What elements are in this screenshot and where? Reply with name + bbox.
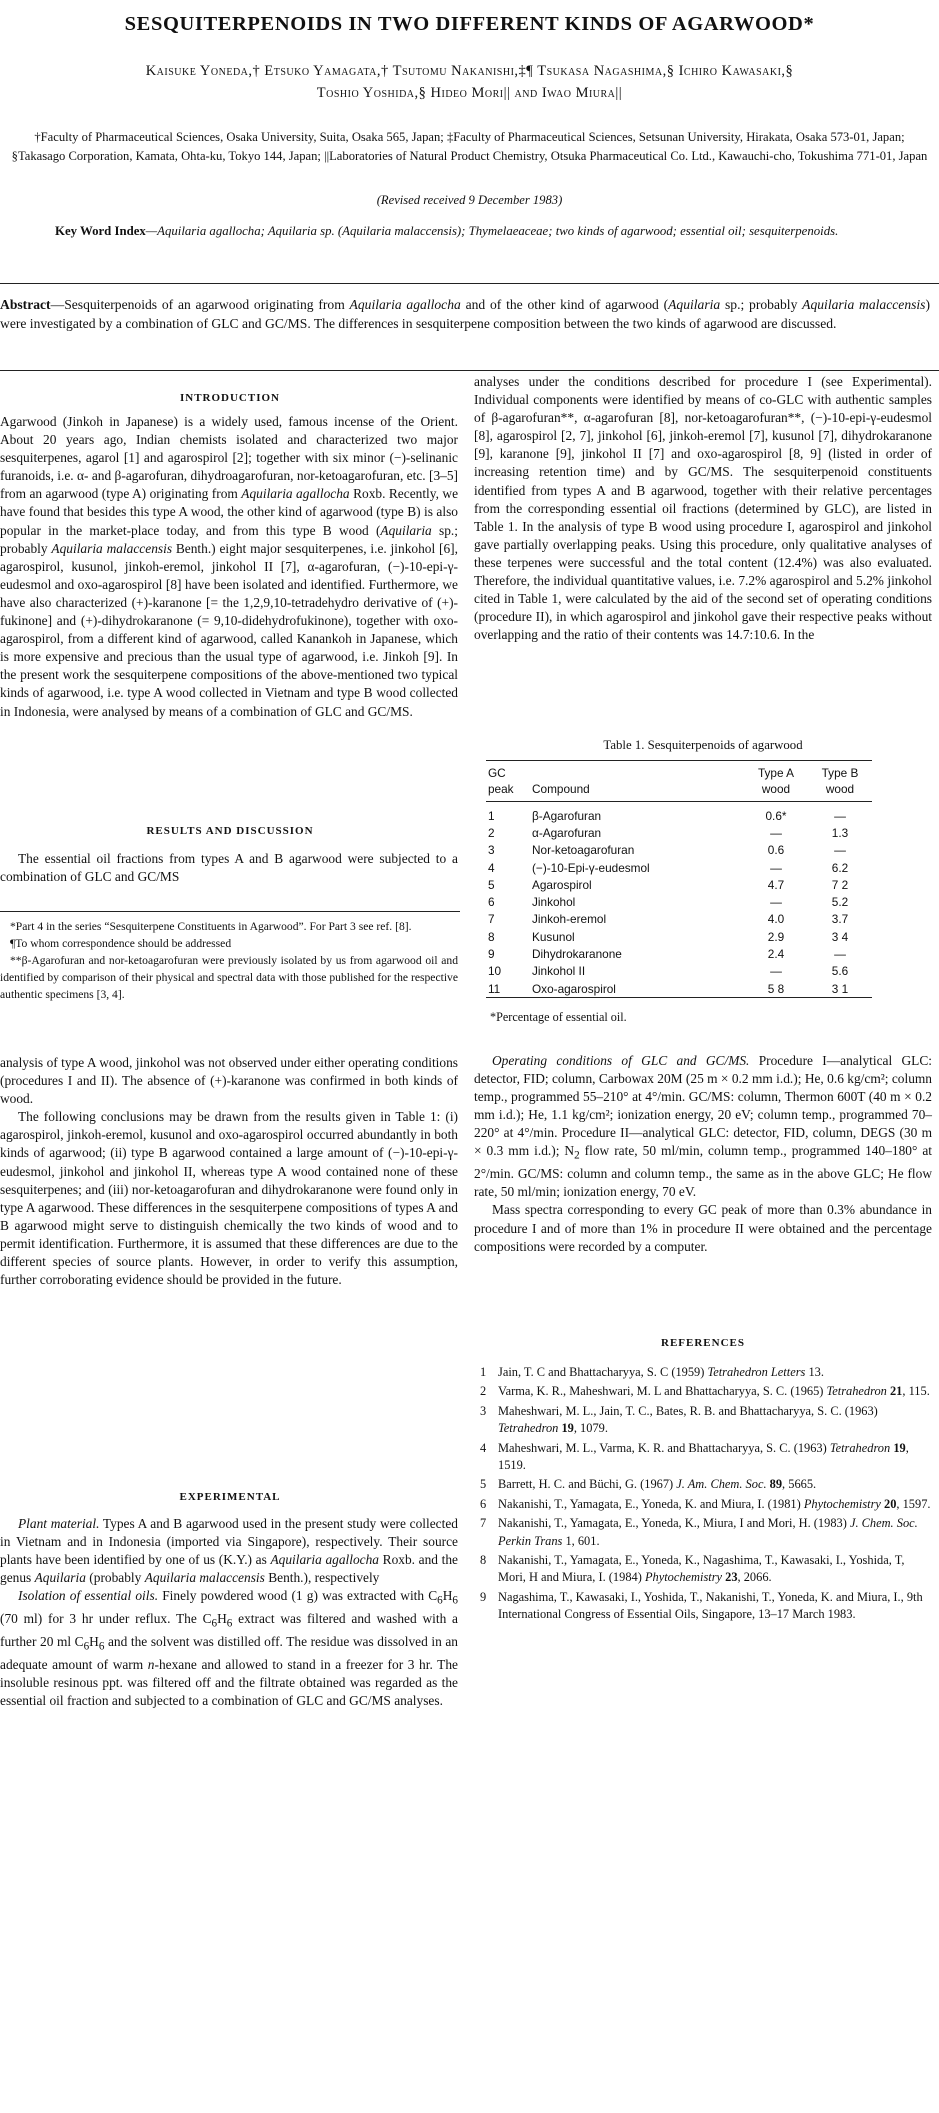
reference-number: 4: [480, 1440, 487, 1455]
table-cell-type-a: —: [770, 964, 782, 979]
reference-number: 8: [480, 1553, 487, 1568]
table-cell-gc-peak: 3: [488, 843, 495, 858]
table-cell-type-a: 0.6*: [765, 808, 787, 823]
reference-number: 3: [480, 1403, 487, 1418]
table-cell-compound: β-Agarofuran: [532, 808, 602, 823]
author-list: [0, 60, 939, 104]
table-row: [486, 859, 872, 876]
table-cell-type-b: 3.7: [831, 912, 849, 927]
results-continued-paragraph: analyses under the conditions described for procedure I (see Experimental). Individual components were identified by means of co-GLC with authentic samples of β-agarofuran**, α-agarofuran [8], nor-ketoagarofuran**, (−)-10-epi-γ-eudesmol [8], agarospirol [2, 7], jinkohol [6], jinkoh-eremol [7], kusunol [7], dihydrokaranone [9], karanone [9], jinkohol II [7] and oxo-agarospirol [8, 9] (listed in order of increasing retention time) and by GC/MS. The sesquiterpenoid constituents identified from types A and B agarwood, together with their relative percentages from the corresponding essential oil fractions (determined by GLC), are listed in Table 1. In the analysis of type B wood using procedure I, agarospirol and jinkohol gave partially overlapping peaks. Using this procedure, only qualitative analyses of these terpenes were successful and the total content (12.4%) was also evaluated. Therefore, the individual quantitative values, i.e. 7.2% agarospirol and 5.2% jinkohol cited in Table 1, were calculated by the aid of the second set of operating conditions (procedure II), in which agarospirol and jinkohol gave their respective peaks without overlapping and the ratio of their contents was 14.7:10.6. In the: [474, 374, 932, 643]
reference-text: Nakanishi, T., Yamagata, E., Yoneda, K. and Miura, I. (1981) Phytochemistry 20, 1597.: [498, 1496, 931, 1511]
sesquiterpenoid-table: [486, 760, 872, 998]
reference-number: 5: [480, 1477, 487, 1492]
table-cell-type-b: 6.2: [831, 860, 849, 875]
reference-text: Varma, K. R., Maheshwari, M. L and Bhattacharyya, S. C. (1965) Tetrahedron 21, 115.: [498, 1384, 930, 1399]
mass-spectra-paragraph: Mass spectra corresponding to every GC peak of more than 0.3% abundance in procedure I and of more than 1% in procedure II were obtained and the percentage compositions were recorded by a computer.: [474, 1202, 932, 1254]
reference-item: [480, 1364, 932, 1381]
affiliations: †Faculty of Pharmaceutical Sciences, Osaka University, Suita, Osaka 565, Japan; ‡Faculty of Pharmaceutical Sciences, Setsunan University, Hirakata, Osaka 573-01, Japan; §Takasago Corporation, Kamata, Ohta-ku, Tokyo 144, Japan; ||Laboratories of Natural Product Chemistry, Otsuka Pharmaceutical Co. Ltd., Kawauchi-cho, Tokushima 771-01, Japan: [11, 130, 928, 163]
section-heading-results: RESULTS AND DISCUSSION: [146, 825, 314, 837]
table-cell-gc-peak: 7: [488, 912, 495, 927]
reference-item: [480, 1383, 932, 1400]
table-cell-type-a: 2.4: [767, 947, 785, 962]
experimental-paragraph-isolation: Isolation of essential oils. Finely powdered wood (1 g) was extracted with $C_6H_6$ (70 ml) for 3 hr under reflux. The $C_6H_6$ extract was filtered and washed with a further 20 ml $C_6H_6$ and the solvent was distilled off. The residue was dissolved in an adequate amount of warm n-hexane and allowed to stand in a freezer for 3 hr. The insoluble resinous ppt. was filtered off and the filtrate obtained was regarded as the essential oil fraction and subjected to a combination of GLC and GC/MS analyses.: [0, 1588, 458, 1708]
table-cell-type-b: 5.6: [831, 964, 849, 979]
abstract-top-rule: [0, 283, 939, 284]
table-cell-type-a: —: [770, 860, 782, 875]
section-heading-experimental: EXPERIMENTAL: [179, 1491, 281, 1503]
table-row: [486, 893, 872, 910]
table-row: [486, 876, 872, 893]
results-paragraph: The essential oil fractions from types A and B agarwood were subjected to a combination of GLC and GC/MS: [0, 851, 458, 885]
table-cell-compound: Jinkohol II: [532, 964, 586, 979]
introduction-paragraph: Agarwood (Jinkoh in Japanese) is a widely used, famous incense of the Orient. About 20 years ago, Indian chemists isolated and characterized two major sesquiterpenes, agarol [1] and agarospirol [2]; together with six minor (−)-selinanic furanoids, i.e. α- and β-agarofuran, dihydroagarofuran, nor-ketoagarofuran, etc. [3–5] from an agarwood (type A) originating from Aquilaria agallocha Roxb. Recently, we have found that besides this type A wood, the other kind of agarwood (type B) is also popular in the market-place today, and from this type B wood (Aquilaria sp.; probably Aquilaria malaccensis Benth.) eight major sesquiterpenes, i.e. jinkohol [6], agarospirol, kusunol, jinkoh-eremol, jinkohol II [7], α-agarofuran, (−)-10-epi-γ-eudesmol and oxo-agarospirol [8] have been isolated and identified. Furthermore, we have also characterized (+)-karanone [= the 1,2,9,10-tetradehydro derivative of (+)-fukinone] and (+)-dihydrokaranone (= 9,10-didehydrofukinone), together with oxo-agarospirol, from a different kind of agarwood, called Kanankoh in Japanese, which is more expensive and precious than the usual type of agarwood, i.e. Jinkoh [9]. In the present work the sesquiterpene compositions of the above-mentioned two typical kinds of agarwood, i.e. type A wood collected in Vietnam and type B wood collected in Indonesia, were analysed by means of a combination of GLC and GC/MS.: [0, 414, 459, 719]
table-cell-gc-peak: 10: [488, 964, 502, 979]
table-cell-compound: α-Agarofuran: [532, 825, 602, 840]
footnote-1: *Part 4 in the series “Sesquiterpene Constituents in Agarwood”. For Part 3 see ref. [8].: [10, 920, 412, 933]
reference-text: Barrett, H. C. and Büchi, G. (1967) J. Am. Chem. Soc. 89, 5665.: [498, 1477, 817, 1492]
table-cell-type-a: 0.6: [767, 843, 785, 858]
introduction-text: [0, 413, 458, 721]
table-cell-type-b: —: [834, 808, 846, 823]
keyword-index-label: Key Word Index: [55, 224, 146, 238]
keyword-index: [55, 222, 895, 241]
table-cell-type-a: —: [770, 895, 782, 910]
table-cell-gc-peak: 8: [488, 929, 495, 944]
keyword-index-text: —Aquilaria agallocha; Aquilaria sp. (Aquilaria malaccensis); Thymelaeaceae; two kinds of agarwood; essential oil; sesquiterpenoids.: [145, 224, 839, 238]
footnote-2: ¶To whom correspondence should be addressed: [10, 937, 232, 950]
reference-text: Maheshwari, M. L., Varma, K. R. and Bhattacharyya, S. C. (1963) Tetrahedron 19, 1519.: [498, 1440, 909, 1473]
authors-line-2: Toshio Yoshida,§ Hideo Mori|| and Iwao Miura||: [316, 85, 623, 101]
table-row: [486, 824, 872, 841]
operating-conditions-text: [474, 1052, 932, 1256]
footnote-3: **β-Agarofuran and nor-ketoagarofuran were previously isolated by us from agarwood oil and identified by comparison of their physical and spectral data with those published for the respective authentic specimens [3, 4].: [0, 954, 458, 1001]
table-cell-gc-peak: 6: [488, 895, 495, 910]
table-cell-type-b: 3 4: [831, 929, 849, 944]
table-header-gc-peak: GC peak: [488, 766, 514, 796]
table-row: [486, 842, 872, 859]
reference-item: [480, 1440, 932, 1475]
table-body: [486, 802, 872, 998]
table-row: [486, 802, 872, 825]
table-cell-gc-peak: 4: [488, 860, 495, 875]
authors-line-1: Kaisuke Yoneda,† Etsuko Yamagata,† Tsutomu Nakanishi,‡¶ Tsukasa Nagashima,§ Ichiro Kawasaki,§: [145, 63, 794, 79]
table-cell-type-b: —: [834, 843, 846, 858]
right-column-text-top: [474, 373, 932, 644]
table-footnote: *Percentage of essential oil.: [490, 1010, 627, 1024]
table-cell-compound: (−)-10-Epi-γ-eudesmol: [532, 860, 650, 875]
discussion-paragraph-2: The following conclusions may be drawn from the results given in Table 1: (i) agarospirol, jinkoh-eremol, kusunol and oxo-agarospirol occurred abundantly in both kinds of agarwood; (ii) type B agarwood contained a large amount of (−)-10-epi-γ-eudesmol, jinkohol and jinkohol II, whereas type A wood contained none of these sesquiterpenes; and (iii) nor-ketoagarofuran and dihydrokaranone were found only in type A agarwood. These differences in the sesquiterpene compositions of types A and B agarwood might serve to distinguish chemically the two kinds of wood and to permit identification. Furthermore, it is assumed that these differences are due to the different species of source plants. However, in order to verify this assumption, further corroborating evidence should be provided in the future.: [0, 1109, 458, 1288]
table-header-compound: Compound: [532, 782, 590, 796]
footnotes: [0, 918, 458, 1003]
table-row: [486, 945, 872, 962]
table-cell-compound: Oxo-agarospirol: [532, 981, 616, 996]
reference-list: [480, 1364, 932, 1626]
table-row: [486, 963, 872, 980]
operating-conditions-paragraph: Operating conditions of GLC and GC/MS. Procedure I—analytical GLC: detector, FID; column, Carbowax 20M (25 m × 0.2 mm i.d.); He, 0.6 kg/cm²; column temp., programmed 55–210° at 4°/min. GC/MS: column, Thermon 600T (40 m × 0.2 mm i.d.); He, 1.1 kg/cm²; ionization energy, 20 eV; column temp., programmed 70–220° at 4°/min. Procedure II—analytical GLC: detector, FID, column, DEGS (30 m × 0.3 mm i.d.); $N_2$ flow rate, 50 ml/min, column temp., programmed 140–180° at 2°/min. GC/MS: column and column temp., the same as in the above GLC; He flow rate, 50 ml/min; ionization energy, 70 eV.: [474, 1053, 932, 1200]
table-cell-compound: Jinkoh-eremol: [532, 912, 607, 927]
table-cell-gc-peak: 5: [488, 877, 495, 892]
results-text: [0, 850, 458, 886]
table-cell-type-a: 5 8: [767, 981, 785, 996]
table-cell-gc-peak: 11: [488, 981, 501, 996]
reference-text: Jain, T. C and Bhattacharyya, S. C (1959) Tetrahedron Letters 13.: [498, 1365, 824, 1379]
table-row: [486, 980, 872, 998]
table-row: [486, 928, 872, 945]
table-header-type-a: Type A wood: [757, 766, 795, 796]
reference-text: Maheshwari, M. L., Jain, T. C., Bates, R. B. and Bhattacharyya, S. C. (1963) Tetrahedron 19, 1079.: [498, 1403, 878, 1436]
reference-item: [480, 1552, 932, 1587]
footnote-rule: [0, 911, 460, 912]
reference-text: Nakanishi, T., Yamagata, E., Yoneda, K., Nagashima, T., Kawasaki, I., Yoshida, T, Mori, H and Miura, I. (1984) Phytochemistry 23, 2066.: [498, 1553, 905, 1585]
table-cell-compound: Dihydrokaranone: [532, 947, 622, 962]
reference-item: [480, 1496, 932, 1513]
table-cell-compound: Kusunol: [532, 929, 575, 944]
reference-number: 2: [480, 1384, 487, 1399]
table-header-row: [486, 761, 872, 802]
table-cell-type-b: —: [834, 947, 846, 962]
table-cell-type-a: 4.0: [767, 912, 785, 927]
reference-text: Nagashima, T., Kawasaki, I., Yoshida, T., Nakanishi, T., Yoneda, K. and Miura, I., 9th International Congress of Essential Oils, Singapore, 13–17 March 1983.: [498, 1589, 923, 1622]
section-heading-references: REFERENCES: [661, 1337, 745, 1349]
discussion-text: [0, 1054, 458, 1289]
abstract-text: —Sesquiterpenoids of an agarwood originating from Aquilaria agallocha and of the other kind of agarwood (Aquilaria sp.; probably Aquilaria malaccensis) were investigated by a combination of GLC and GC/MS. The differences in sesquiterpene composition between the two kinds of agarwood are discussed.: [0, 297, 930, 331]
table-cell-type-b: 5.2: [831, 895, 849, 910]
abstract-label: Abstract: [0, 297, 51, 312]
discussion-paragraph-1: analysis of type A wood, jinkohol was not observed under either operating conditions (procedures I and II). The absence of (+)-karanone was confirmed in both kinds of wood.: [0, 1055, 458, 1107]
paper-title: SESQUITERPENOIDS IN TWO DIFFERENT KINDS OF AGARWOOD*: [124, 13, 815, 35]
reference-item: [480, 1403, 932, 1438]
reference-number: 7: [480, 1516, 487, 1531]
reference-item: [480, 1515, 932, 1550]
table-cell-type-b: 3 1: [831, 981, 849, 996]
table-cell-gc-peak: 1: [488, 808, 495, 823]
abstract: [0, 295, 930, 333]
table-title: Table 1. Sesquiterpenoids of agarwood: [603, 738, 803, 752]
experimental-text: [0, 1515, 458, 1710]
reference-number: 1: [480, 1365, 487, 1379]
table-cell-type-a: 2.9: [767, 929, 785, 944]
reference-number: 9: [480, 1589, 487, 1604]
table-cell-type-a: —: [770, 825, 782, 840]
table-cell-compound: Agarospirol: [532, 877, 592, 892]
table-cell-type-a: 4.7: [767, 877, 785, 892]
table-header-type-b: Type B wood: [821, 766, 859, 796]
table-cell-gc-peak: 2: [488, 825, 495, 840]
experimental-paragraph-plant: Plant material. Types A and B agarwood used in the present study were collected in Vietnam and in Indonesia (imported via Singapore), respectively. Their source plants have been identified by one of us (K.Y.) as Aquilaria agallocha Roxb. and the genus Aquilaria (probably Aquilaria malaccensis Benth.), respectively: [0, 1516, 459, 1586]
table-cell-gc-peak: 9: [488, 947, 495, 962]
section-heading-introduction: INTRODUCTION: [179, 392, 280, 404]
reference-text: Nakanishi, T., Yamagata, E., Yoneda, K., Miura, I and Mori, H. (1983) J. Chem. Soc. Perkin Trans 1, 601.: [498, 1516, 918, 1548]
table-cell-type-b: 7 2: [831, 877, 849, 892]
table-row: [486, 911, 872, 928]
revised-date: (Revised received 9 December 1983): [376, 193, 563, 207]
table-cell-compound: Jinkohol: [532, 895, 576, 910]
abstract-bottom-rule: [0, 370, 939, 371]
reference-item: [480, 1589, 932, 1624]
reference-number: 6: [480, 1496, 487, 1511]
table-cell-type-b: 1.3: [831, 825, 849, 840]
reference-item: [480, 1476, 932, 1493]
table-cell-compound: Nor-ketoagarofuran: [532, 843, 635, 858]
